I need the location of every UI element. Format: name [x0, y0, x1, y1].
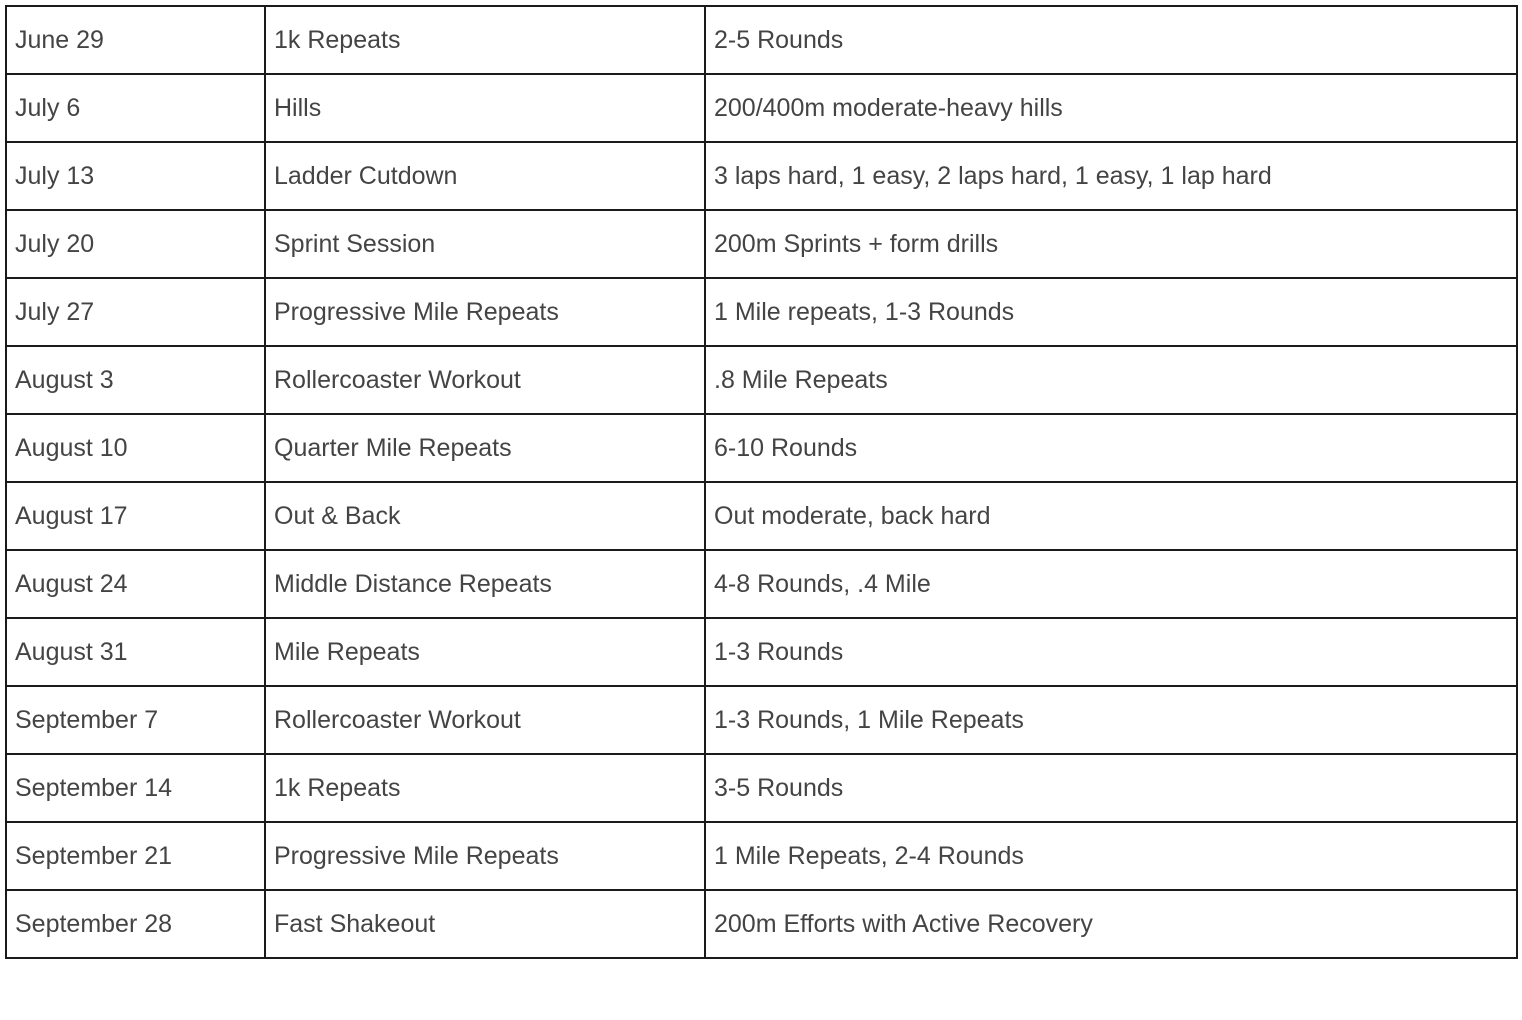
table-row: [6, 74, 1517, 142]
date-cell: June 29: [6, 6, 265, 74]
workout-cell: Progressive Mile Repeats: [265, 278, 705, 346]
details-cell: 1-3 Rounds, 1 Mile Repeats: [705, 686, 1517, 754]
details-cell: 6-10 Rounds: [705, 414, 1517, 482]
workout-cell: Hills: [265, 74, 705, 142]
details-cell: 4-8 Rounds, .4 Mile: [705, 550, 1517, 618]
date-cell: July 20: [6, 210, 265, 278]
table-row: [6, 482, 1517, 550]
table-row: [6, 618, 1517, 686]
details-cell: 1 Mile Repeats, 2-4 Rounds: [705, 822, 1517, 890]
table-row: [6, 890, 1517, 958]
workout-cell: Mile Repeats: [265, 618, 705, 686]
table-row: [6, 686, 1517, 754]
workout-cell: Quarter Mile Repeats: [265, 414, 705, 482]
workout-cell: Rollercoaster Workout: [265, 686, 705, 754]
details-cell: 200m Sprints + form drills: [705, 210, 1517, 278]
date-cell: July 13: [6, 142, 265, 210]
workout-cell: Fast Shakeout: [265, 890, 705, 958]
workout-schedule-table: [5, 5, 1518, 959]
details-cell: .8 Mile Repeats: [705, 346, 1517, 414]
date-cell: August 10: [6, 414, 265, 482]
date-cell: August 31: [6, 618, 265, 686]
date-cell: July 27: [6, 278, 265, 346]
table-row: [6, 550, 1517, 618]
details-cell: 200m Efforts with Active Recovery: [705, 890, 1517, 958]
details-cell: 1-3 Rounds: [705, 618, 1517, 686]
workout-cell: Ladder Cutdown: [265, 142, 705, 210]
date-cell: August 3: [6, 346, 265, 414]
table-row: [6, 346, 1517, 414]
table-row: [6, 210, 1517, 278]
workout-cell: Middle Distance Repeats: [265, 550, 705, 618]
workout-cell: Rollercoaster Workout: [265, 346, 705, 414]
details-cell: 3-5 Rounds: [705, 754, 1517, 822]
workout-cell: 1k Repeats: [265, 6, 705, 74]
date-cell: September 14: [6, 754, 265, 822]
workout-cell: Progressive Mile Repeats: [265, 822, 705, 890]
date-cell: September 7: [6, 686, 265, 754]
workout-cell: Out & Back: [265, 482, 705, 550]
table-row: [6, 278, 1517, 346]
details-cell: 200/400m moderate-heavy hills: [705, 74, 1517, 142]
table-row: [6, 754, 1517, 822]
date-cell: August 17: [6, 482, 265, 550]
date-cell: July 6: [6, 74, 265, 142]
details-cell: 1 Mile repeats, 1-3 Rounds: [705, 278, 1517, 346]
workout-cell: Sprint Session: [265, 210, 705, 278]
table-row: [6, 142, 1517, 210]
table-row: [6, 822, 1517, 890]
date-cell: September 28: [6, 890, 265, 958]
details-cell: 3 laps hard, 1 easy, 2 laps hard, 1 easy, 1 lap hard: [705, 142, 1517, 210]
table-row: [6, 414, 1517, 482]
table-row: [6, 6, 1517, 74]
workout-cell: 1k Repeats: [265, 754, 705, 822]
date-cell: September 21: [6, 822, 265, 890]
details-cell: Out moderate, back hard: [705, 482, 1517, 550]
details-cell: 2-5 Rounds: [705, 6, 1517, 74]
date-cell: August 24: [6, 550, 265, 618]
